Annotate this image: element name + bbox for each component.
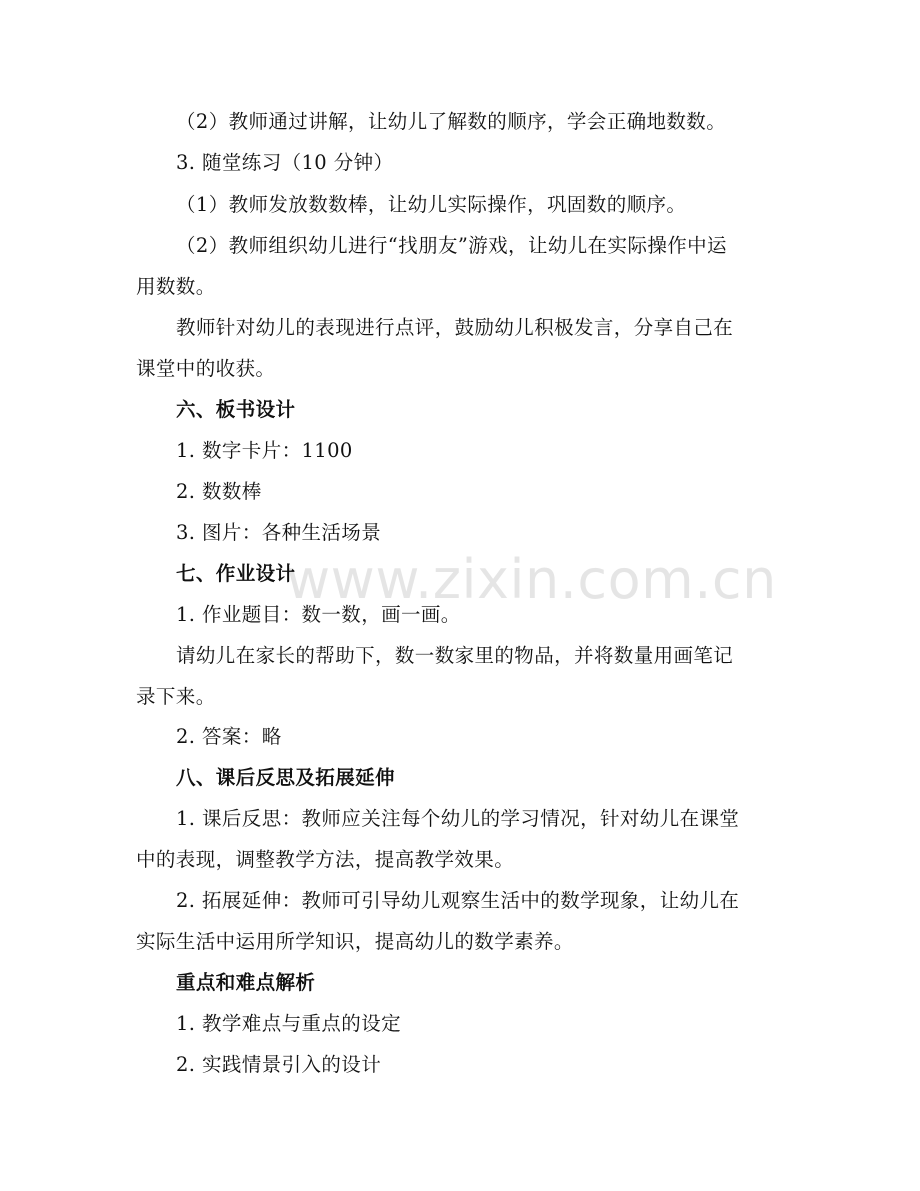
list-item: 2. 拓展延伸：教师可引导幼儿观察生活中的数学现象，让幼儿在 [176,889,740,912]
list-item: 1. 教学难点与重点的设定 [176,1012,402,1035]
paragraph-line: （2）教师通过讲解，让幼儿了解数的顺序，学会正确地数数。 [176,110,727,133]
list-item: 1. 数字卡片：1100 [176,439,353,462]
paragraph-line: 请幼儿在家长的帮助下，数一数家里的物品，并将数量用画笔记 [176,644,734,667]
list-item: 3. 图片：各种生活场景 [176,521,382,544]
section-heading: 八、课后反思及拓展延伸 [176,766,395,789]
list-item: 2. 答案：略 [176,725,282,748]
paragraph-line: （2）教师组织幼儿进行“找朋友”游戏，让幼儿在实际操作中运 [176,234,727,257]
section-heading: 六、板书设计 [176,398,296,421]
paragraph-line: 课堂中的收获。 [136,357,276,380]
paragraph-line: 教师针对幼儿的表现进行点评，鼓励幼儿积极发言，分享自己在 [176,316,734,339]
paragraph-line: 中的表现，调整教学方法，提高教学效果。 [136,848,515,871]
paragraph-line: （1）教师发放数数棒，让幼儿实际操作，巩固数的顺序。 [176,193,687,216]
watermark: www.zixin.com.cn [286,548,777,611]
paragraph-line: 用数数。 [136,275,216,298]
list-item: 2. 实践情景引入的设计 [176,1053,382,1076]
list-item: 1. 课后反思：教师应关注每个幼儿的学习情况，针对幼儿在课堂 [176,807,740,830]
list-item: 2. 数数棒 [176,480,262,503]
list-item: 1. 作业题目：数一数，画一画。 [176,603,461,626]
paragraph-line: 录下来。 [136,685,216,708]
section-heading: 重点和难点解析 [176,971,316,994]
section-heading: 七、作业设计 [176,562,296,585]
list-item: 3. 随堂练习（10 分钟） [176,151,394,174]
paragraph-line: 实际生活中运用所学知识，提高幼儿的数学素养。 [136,930,574,953]
